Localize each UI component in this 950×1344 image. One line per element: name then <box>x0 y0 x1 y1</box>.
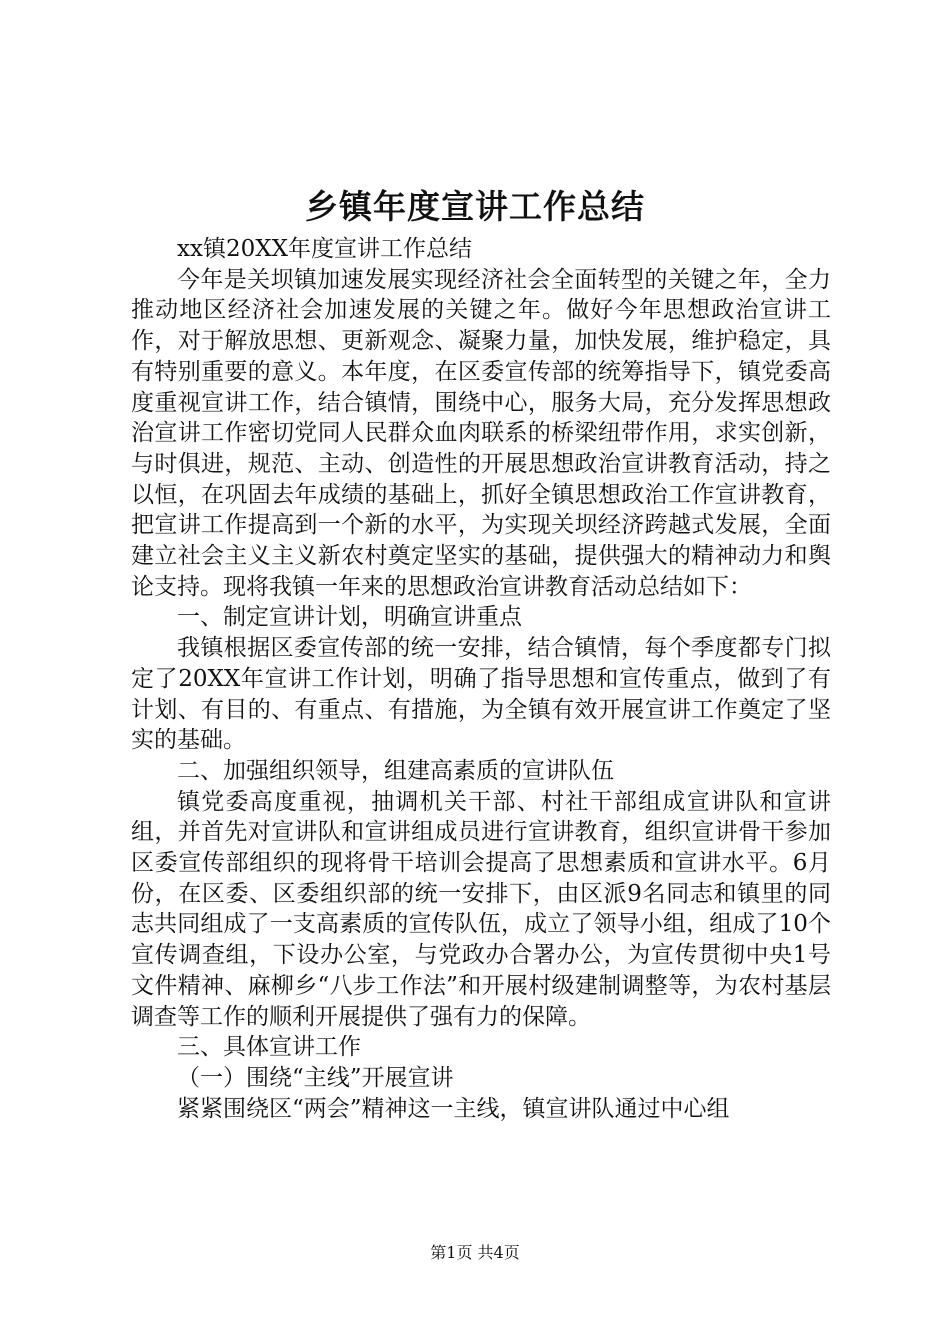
document-title: 乡镇年度宣讲工作总结 <box>305 187 645 226</box>
intro-paragraph: 今年是关坝镇加速发展实现经济社会全面转型的关键之年，全力推动地区经济社会加速发展的关键之年。做好今年思想政治宣讲工作，对于解放思想、更新观念、凝聚力量，加快发展，维护稳定，具有特别重要的意义。本年度，在区委宣传部的统筹指导下，镇党委高度重视宣讲工作，结合镇情，围绕中心，服务大局，充分发挥思想政治宣讲工作密切党同人民群众血肉联系的桥梁纽带作用，求实创新，与时俱进，规范、主动、创造性的开展思想政治宣讲教育活动，持之以恒，在巩固去年成绩的基础上，抓好全镇思想政治工作宣讲教育，把宣讲工作提高到一个新的水平，为实现关坝经济跨越式发展，全面建立社会主义主义新农村奠定坚实的基础，提供强大的精神动力和舆论支持。现将我镇一年来的思想政治宣讲教育活动总结如下： <box>131 266 831 600</box>
section-heading-3: 三、具体宣讲工作 <box>177 1034 361 1061</box>
section-1-paragraph: 我镇根据区委宣传部的统一安排，结合镇情，每个季度都专门拟定了20XX年宣讲工作计划，明确了指导思想和宣传重点，做到了有计划、有目的、有重点、有措施，为全镇有效开展宣讲工作奠定了坚实的基础。 <box>131 635 831 754</box>
subtitle-paragraph: xx镇20XX年度宣讲工作总结 <box>177 236 472 262</box>
section-2-paragraph: 镇党委高度重视，抽调机关干部、村社干部组成宣讲队和宣讲组，并首先对宣讲队和宣讲组成员进行宣讲教育，组织宣讲骨干参加区委宣传部组织的现将骨干培训会提高了思想素质和宣讲水平。6月份，在区委、区委组织部的统一安排下，由区派9名同志和镇里的同志共同组成了一支高素质的宣传队伍，成立了领导小组，组成了10个宣传调查组，下设办公室，与党政办合署办公，为宣传贯彻中央1号文件精神、麻柳乡“八步工作法”和开展村级建制调整等，为农村基层调查等工作的顺利开展提供了强有力的保障。 <box>131 788 831 1030</box>
document-body <box>131 234 831 1124</box>
page-number-footer: 第1页 共4页 <box>430 1243 520 1262</box>
subsection-1-paragraph: 紧紧围绕区“两会”精神这一主线，镇宣讲队通过中心组 <box>177 1095 730 1122</box>
section-heading-2: 二、加强组织领导，组建高素质的宣讲队伍 <box>177 757 614 784</box>
subsection-heading-1: （一）围绕“主线”开展宣讲 <box>177 1064 454 1091</box>
section-heading-1: 一、制定宣讲计划，明确宣讲重点 <box>177 604 522 631</box>
